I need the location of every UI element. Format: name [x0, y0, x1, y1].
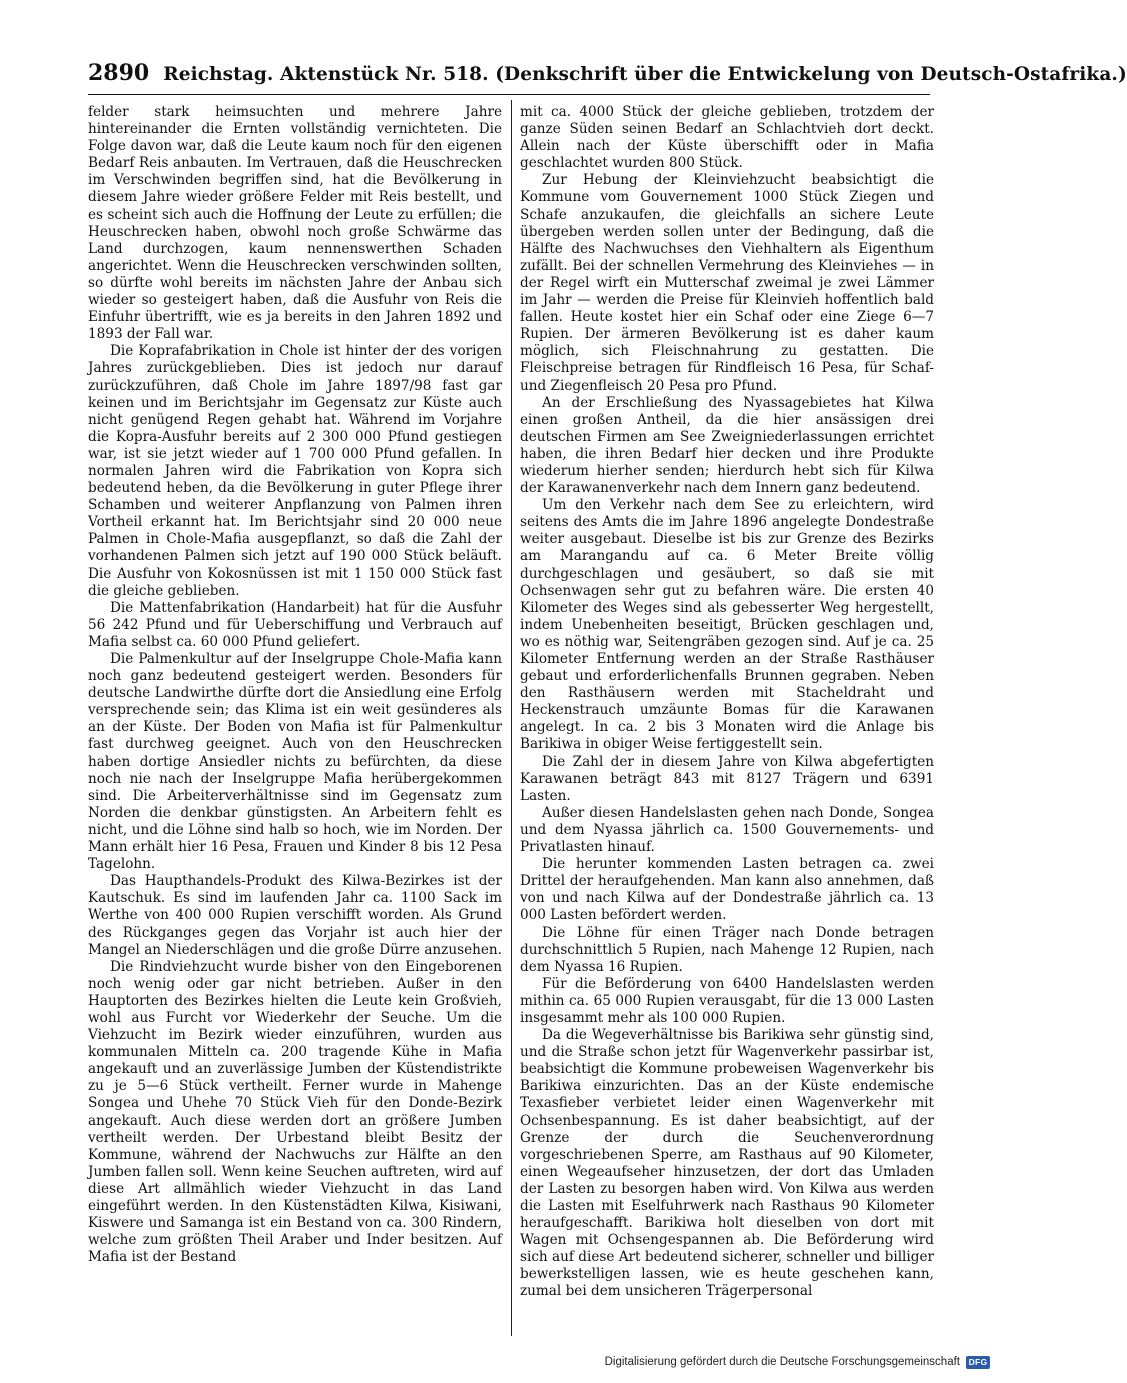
dfg-logo-icon: DFG — [966, 1356, 990, 1369]
paragraph: Die Zahl der in diesem Jahre von Kilwa abgefertigten Karawanen beträgt 843 mit 8127 Trägern und 6391 Lasten. — [520, 753, 934, 804]
paragraph: Die Löhne für einen Träger nach Donde betragen durchschnittlich 5 Rupien, nach Mahenge 12 Rupien, nach dem Nyassa 16 Rupien. — [520, 924, 934, 975]
paragraph: An der Erschließung des Nyassagebietes hat Kilwa einen großen Antheil, da die hier ansässigen drei deutschen Firmen am See Zweigniederlassungen errichtet haben, die ihren Bedarf hier decken und ihre Produkte wiederum hierher senden; hierdurch hebt sich für Kilwa der Karawanenverkehr nach dem Innern ganz bedeutend. — [520, 394, 934, 497]
paragraph: Zur Hebung der Kleinviehzucht beabsichtigt die Kommune vom Gouvernement 1000 Stück Ziegen und Schafe anzukaufen, die gleichfalls an sichere Leute übergeben werden sollen unter der Bedingung, daß die Hälfte des Nachwuchses den Viehhaltern als Eigenthum zufällt. Bei der schnellen Vermehrung des Kleinviehes — in der Regel wirft ein Mutterschaf zweimal je zwei Lämmer im Jahr — werden die Preise für Kleinvieh hoffentlich bald fallen. Heute kostet hier ein Schaf oder eine Ziege 6—7 Rupien. Der ärmeren Bevölkerung ist es daher kaum möglich, sich Fleischnahrung zu gestatten. Die Fleischpreise betragen für Rindfleisch 16 Pesa, für Schaf- und Ziegenfleisch 20 Pesa pro Pfund. — [520, 172, 934, 394]
left-column — [88, 104, 502, 1334]
paragraph: Das Haupthandels-Produkt des Kilwa-Bezirkes ist der Kautschuk. Es sind im laufenden Jahr ca. 1100 Sack im Werthe von 400 000 Rupien verschifft worden. Als Grund des Rückganges gegen das Vorjahr ist auch hier der Mangel an Niederschlägen und die große Dürre anzusehen. — [88, 873, 502, 958]
paragraph: mit ca. 4000 Stück der gleiche geblieben, trotzdem der ganze Süden seinen Bedarf an Schlachtvieh dort deckt. Allein nach der Küste überschifft oder in Mafia geschlachtet wurden 800 Stück. — [520, 104, 934, 172]
paragraph: Die Rindviehzucht wurde bisher von den Eingeborenen noch wenig oder gar nicht betrieben. Außer in den Hauptorten des Bezirkes hielten die Leute kein Großvieh, wohl aus Furcht vor Wiederkehr der Seuche. Um die Viehzucht im Bezirk wieder einzuführen, wurden aus kommunalen Mitteln ca. 200 tragende Kühe in Mafia angekauft und an zuverlässige Jumben der Küstendistrikte zu je 5—6 Stück vertheilt. Ferner wurde in Mahenge Songea und Uhehe 70 Stück Vieh für den Donde-Bezirk angekauft. Auch diese werden dort an größere Jumben vertheilt werden. Der Urbestand bleibt Besitz der Kommune, während der Nachwuchs zur Hälfte an den Jumben fallen soll. Wenn keine Seuchen auftreten, wird auf diese Art allmählich wieder Viehzucht in das Land eingeführt werden. In den Küstenstädten Kilwa, Kisiwani, Kiswere und Samanga ist ein Bestand von ca. 300 Rindern, welche zum größten Theil Araber und Inder besitzen. Auf Mafia ist der Bestand — [88, 958, 502, 1266]
right-column — [520, 104, 934, 1334]
page-header — [88, 60, 1127, 95]
paragraph: Die Mattenfabrikation (Handarbeit) hat für die Ausfuhr 56 242 Pfund und für Ueberschiffung und Verbrauch auf Mafia selbst ca. 60 000 Pfund geliefert. — [88, 599, 502, 650]
paragraph: Da die Wegeverhältnisse bis Barikiwa sehr günstig sind, und die Straße schon jetzt für Wagenverkehr passirbar ist, beabsichtigt die Kommune probeweisen Wagenverkehr bis Barikiwa einzurichten. Das an der Küste endemische Texasfieber verbietet leider einen Wagenverkehr mit Ochsenbespannung. Es ist daher beabsichtigt, auf der Grenze der durch die Seuchenverordnung vorgeschriebenen Sperre, am Rasthaus auf 90 Kilometer, einen Wegeaufseher hinzusetzen, der dort das Umladen der Lasten zu besorgen haben wird. Von Kilwa aus werden die Lasten mit Eselfuhrwerk nach Rasthaus 90 Kilometer heraufgeschafft. Barikiwa holt dieselben von dort mit Wagen mit Ochsengespannen ab. Die Beförderung wird sich auf diese Art bedeutend sicherer, schneller und billiger bewerkstelligen lassen, wie es heute geschehen kann, zumal bei dem unsicheren Trägerpersonal — [520, 1027, 934, 1300]
credit-text: Digitalisierung gefördert durch die Deutsche Forschungsgemeinschaft — [604, 1356, 960, 1368]
paragraph: Die Koprafabrikation in Chole ist hinter der des vorigen Jahres zurückgeblieben. Dies ist jedoch nur darauf zurückzuführen, daß Chole im Jahre 1897/98 fast gar keinen und im Berichtsjahr im Gegensatz zur Küste auch nicht genügend Regen gehabt hat. Während im Vorjahre die Kopra-Ausfuhr bereits auf 2 300 000 Pfund gestiegen war, ist sie jetzt wieder auf 1 700 000 Pfund gefallen. In normalen Jahren wird die Fabrikation von Kopra sich bedeutend heben, da die Bevölkerung in guter Pflege ihrer Schamben und weiterer Anpflanzung von Palmen ihren Vortheil erkannt hat. Im Berichtsjahr sind 20 000 neue Palmen in Chole-Mafia ausgepflanzt, so daß die Zahl der vorhandenen Palmen sich jetzt auf 190 000 Stück beläuft. Die Ausfuhr von Kokosnüssen ist mit 1 150 000 Stück fast die gleiche geblieben. — [88, 343, 502, 599]
paragraph: Die Palmenkultur auf der Inselgruppe Chole-Mafia kann noch ganz bedeutend gesteigert werden. Besonders für deutsche Landwirthe dürfte dort die Ansiedlung eine Erfolg versprechende sein; das Klima ist ein weit gesünderes als an der Küste. Der Boden von Mafia ist für Palmenkultur fast durchweg geeignet. Auch von den Heuschrecken haben dortige Ansiedler nichts zu befürchten, da diese noch nie nach der Inselgruppe Mafia herübergekommen sind. Die Arbeiterverhältnisse sind im Gegensatz zum Norden die denkbar günstigsten. An Arbeitern fehlt es nicht, und die Löhne sind halb so hoch, wie im Norden. Der Mann erhält hier 16 Pesa, Frauen und Kinder 8 bis 12 Pesa Tagelohn. — [88, 651, 502, 873]
column-divider — [511, 100, 512, 1336]
running-title: Reichstag. Aktenstück Nr. 518. (Denkschrift über die Entwickelung von Deutsch-Ostafrika.) — [163, 64, 1127, 85]
paragraph: Außer diesen Handelslasten gehen nach Donde, Songea und dem Nyassa jährlich ca. 1500 Gouvernements- und Privatlasten hinauf. — [520, 804, 934, 856]
digitization-credit — [600, 1352, 990, 1372]
paragraph: felder stark heimsuchten und mehrere Jahre hintereinander die Ernten vollständig vernichteten. Die Folge davon war, daß die Leute kaum noch für den eigenen Bedarf Reis anbauten. Im Vertrauen, daß die Heuschrecken im Verschwinden begriffen sind, hat die Bevölkerung in diesem Jahre wieder größere Felder mit Reis bestellt, und es scheint sich auch die Hoffnung der Leute zu erfüllen; die Heuschrecken haben, obwohl noch große Schwärme das Land durchzogen, kaum nennenswerthen Schaden angerichtet. Wenn die Heuschrecken verschwinden sollten, so dürfte wohl bereits im nächsten Jahre der Anbau sich wieder so gesteigert haben, daß die Ausfuhr von Reis die Einfuhr übertrifft, wie es ja bereits in den Jahren 1892 und 1893 der Fall war. — [88, 104, 502, 343]
paragraph: Die herunter kommenden Lasten betragen ca. zwei Drittel der heraufgehenden. Man kann also annehmen, daß von und nach Kilwa auf der Dondestraße jährlich ca. 13 000 Lasten befördert werden. — [520, 856, 934, 924]
paragraph: Für die Beförderung von 6400 Handelslasten werden mithin ca. 65 000 Rupien verausgabt, für die 13 000 Lasten insgesammt mehr als 100 000 Rupien. — [520, 975, 934, 1026]
page-number: 2890 — [88, 60, 150, 86]
paragraph: Um den Verkehr nach dem See zu erleichtern, wird seitens des Amts die im Jahre 1896 angelegte Dondestraße weiter ausgebaut. Dieselbe ist bis zur Grenze des Bezirks am Marangandu auf ca. 6 Meter Breite völlig durchgeschlagen und gesäubert, so daß sie mit Ochsenwagen sehr gut zu befahren wäre. Die ersten 40 Kilometer des Weges sind als gebesserter Weg hergestellt, indem Unebenheiten beseitigt, Brücken geschlagen und, wo es nöthig war, Seitengräben gezogen sind. Auf je ca. 25 Kilometer Entfernung werden an der Straße Rasthäuser gebaut und erforderlichenfalls Brunnen gegraben. Neben den Rasthäusern werden mit Stacheldraht und Heckenstrauch umzäunte Bomas für die Karawanen angelegt. In ca. 2 bis 3 Monaten wird die Anlage bis Barikiwa in obiger Weise fertiggestellt sein. — [520, 497, 934, 753]
